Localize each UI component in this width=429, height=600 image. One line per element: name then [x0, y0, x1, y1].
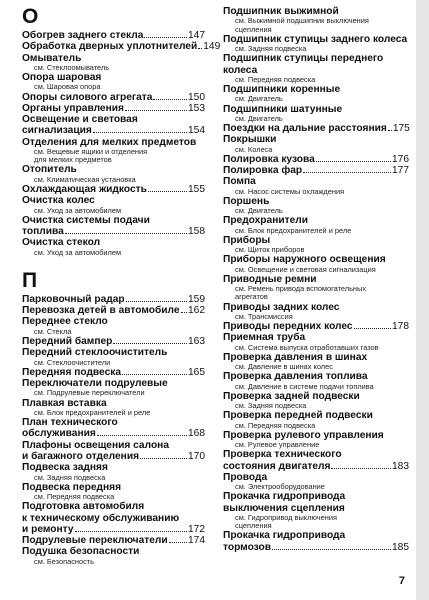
index-entry-title: Обогрев заднего стекла: [22, 30, 144, 41]
dot-leader: [198, 48, 202, 49]
index-entry-page: 163: [188, 335, 205, 347]
index-entry: [22, 535, 205, 546]
index-entry-title: Проверка давления в шинах: [223, 351, 368, 363]
index-see-reference: см. Гидропривод выключения: [235, 513, 337, 523]
index-see-reference: см. Система выпуска отработавших газов: [235, 342, 379, 352]
index-entry-title: Приводы передних колес: [223, 321, 353, 333]
index-entry: [22, 215, 205, 226]
index-entry-page: 162: [188, 305, 205, 317]
index-entry-title: Перевозка детей в автомобиле: [22, 305, 180, 317]
index-see-reference: см. Уход за автомобилем: [34, 205, 122, 215]
index-entry-page: 170: [188, 450, 205, 462]
index-entry-title: Полировка фар: [223, 165, 303, 177]
index-entry-title: Подушка безопасности: [22, 546, 140, 558]
index-see-reference: для мелких предметов: [34, 155, 112, 165]
index-see-reference: см. Подрулевые переключатели: [34, 388, 145, 398]
index-entry-page: 147: [188, 30, 205, 41]
index-entry: [22, 513, 205, 524]
index-entry: [223, 332, 409, 343]
index-entry: [223, 542, 409, 553]
index-entry-title: Приборы: [223, 234, 271, 246]
dot-leader: [148, 191, 187, 192]
index-entry-title: Подшипник выжимной: [223, 6, 339, 17]
index-entry-title: Подготовка автомобиля: [22, 501, 145, 513]
index-entry-page: 172: [188, 523, 205, 535]
dot-leader: [354, 328, 391, 329]
index-entry: [22, 195, 205, 206]
index-entry-title: Проверка давления топлива: [223, 371, 368, 383]
index-entry-title: Передний стеклоочиститель: [22, 347, 168, 359]
index-entry-page: 158: [188, 226, 205, 238]
index-entry-title: Очистка колес: [22, 195, 95, 207]
index-entry-title: Поездки на дальние расстояния: [223, 123, 387, 134]
index-entry: [223, 176, 409, 187]
index-entry-title: состояния двигателя: [223, 460, 331, 472]
index-see-reference: см. Щиток приборов: [235, 245, 305, 255]
index-entry-title: Отопитель: [22, 164, 77, 176]
index-entry-title: к техническому обслуживанию: [22, 512, 180, 524]
index-entry-title: Парковочный радар: [22, 293, 125, 305]
index-entry-title: План технического: [22, 417, 118, 429]
index-entry: [22, 41, 221, 53]
index-entry-title: обслуживания: [22, 428, 96, 440]
section-letter-o: О: [22, 5, 39, 28]
index-entry: [223, 154, 409, 165]
index-entry-title: Отделения для мелких предметов: [22, 136, 197, 148]
index-entry-title: Плавкая вставка: [22, 397, 107, 409]
index-entry: [22, 428, 205, 439]
index-entry-title: Подшипники шатунные: [223, 103, 343, 115]
index-entry-title: Опоры силового агрегата: [22, 91, 153, 103]
index-see-reference: см. Уход за автомобилем: [34, 247, 122, 257]
index-see-reference: см. Блок предохранителей и реле: [235, 225, 352, 235]
index-entry-title: Органы управления: [22, 102, 124, 114]
index-see-reference: сцепления: [235, 521, 272, 531]
index-entry-title: Проверка задней подвески: [223, 390, 360, 402]
dot-leader: [303, 172, 391, 173]
index-entry: [223, 53, 409, 64]
index-entry: [223, 134, 409, 145]
index-see-reference: см. Рулевое управление: [235, 440, 320, 450]
index-entry: [22, 92, 205, 103]
index-entry: [22, 347, 205, 358]
index-see-reference: см. Передняя подвеска: [235, 74, 316, 84]
index-entry-title: Передняя подвеска: [22, 366, 122, 378]
index-entry: [22, 114, 205, 125]
index-entry: [22, 103, 205, 114]
index-see-reference: см. Двигатель: [235, 206, 283, 216]
dot-leader: [75, 531, 187, 532]
index-entry-title: Опора шаровая: [22, 72, 102, 84]
index-see-reference: см. Давление в системе подачи топлива: [235, 381, 374, 391]
index-see-reference: см. Электрооборудование: [235, 482, 325, 492]
index-entry-title: Очистка стекол: [22, 237, 101, 249]
index-entry: [22, 367, 205, 378]
index-entry-title: Приводные ремни: [223, 273, 317, 285]
index-see-reference: см. Блок предохранителей и реле: [34, 407, 151, 417]
index-entry-title: Переключатели подрулевые: [22, 378, 168, 390]
index-entry-title: и багажного отделения: [22, 450, 140, 462]
index-entry: [223, 410, 409, 421]
index-see-reference: см. Давление в шинах колес: [235, 362, 333, 372]
index-see-reference: см. Задняя подвеска: [235, 401, 307, 411]
index-entry-page: 159: [188, 293, 205, 305]
page-number: 7: [398, 575, 405, 587]
index-entry-title: Приемная труба: [223, 332, 306, 344]
dot-leader: [93, 132, 187, 133]
index-entry-page: 150: [188, 91, 205, 103]
index-entry: [223, 321, 409, 332]
index-see-reference: см. Задняя подвеска: [235, 44, 307, 53]
index-list-o: [22, 30, 221, 257]
index-entry-title: Проверка передней подвески: [223, 410, 373, 422]
index-see-reference: см. Двигатель: [235, 94, 283, 104]
index-entry-title: Приборы наружного освещения: [223, 254, 386, 266]
index-entry: [22, 451, 205, 462]
index-entry-title: Охлаждающая жидкость: [22, 183, 147, 195]
index-column-left: [22, 5, 221, 566]
index-entry: [22, 336, 205, 347]
dot-leader: [144, 37, 187, 38]
index-entry-title: тормозов: [223, 541, 271, 553]
index-entry-title: Предохранители: [223, 215, 309, 227]
index-entry-title: Подшипник ступицы переднего: [223, 53, 384, 65]
index-entry: [22, 524, 205, 535]
index-entry-title: выключения сцепления: [223, 502, 345, 514]
index-entry-title: Плафоны освещения салона: [22, 439, 169, 451]
index-entry: [22, 417, 205, 428]
index-see-reference: см. Выжимной подшипник выключения: [235, 16, 369, 26]
index-entry: [22, 125, 205, 136]
index-entry-title: Подвеска задняя: [22, 462, 108, 474]
index-entry: [223, 123, 409, 134]
index-entry-page: 165: [188, 366, 205, 378]
dot-leader: [316, 161, 391, 162]
dot-leader: [331, 468, 391, 469]
index-entry-title: Прокачка гидропривода: [223, 530, 346, 542]
dot-leader: [65, 233, 187, 234]
dot-leader: [169, 542, 187, 543]
index-see-reference: см. Шаровая опора: [34, 82, 101, 92]
index-entry: [223, 371, 409, 382]
index-entry-title: Подвеска передняя: [22, 481, 122, 493]
index-entry-title: Подрулевые переключатели: [22, 535, 168, 547]
dot-leader: [122, 374, 187, 375]
index-entry: [22, 237, 205, 248]
index-entry-title: Омыватель: [22, 52, 82, 64]
dot-leader: [153, 99, 187, 100]
index-entry-title: Переднее стекло: [22, 316, 108, 328]
index-entry: [22, 440, 205, 451]
index-see-reference: см. Насос системы охлаждения: [235, 186, 345, 196]
index-entry: [223, 491, 409, 502]
index-entry-title: Освещение и световая: [22, 114, 138, 126]
index-see-reference: агрегатов: [235, 292, 268, 302]
index-entry-page: 154: [188, 125, 205, 137]
index-entry-title: Проверка рулевого управления: [223, 429, 384, 441]
index-entry: [223, 530, 409, 541]
index-entry-title: Передний бампер: [22, 335, 113, 347]
index-entry-page: 153: [188, 102, 205, 114]
index-entry: [22, 462, 205, 473]
dot-leader: [125, 110, 187, 111]
index-entry-page: 174: [188, 535, 205, 547]
index-entry-title: Покрышки: [223, 134, 277, 146]
dot-leader: [97, 435, 187, 436]
index-entry-title: колеса: [223, 64, 258, 76]
index-list-p-continued: [223, 6, 409, 553]
index-entry: [223, 254, 409, 265]
index-entry-page: 149: [203, 41, 221, 53]
index-see-reference: см. Стеклоочистители: [34, 357, 111, 367]
index-entry: [223, 215, 409, 226]
index-entry-page: 168: [188, 428, 205, 440]
index-entry-title: сигнализация: [22, 125, 92, 137]
index-see-reference: см. Колеса: [235, 144, 273, 154]
index-entry-page: 178: [392, 321, 409, 333]
index-see-reference: см. Передняя подвеска: [34, 492, 115, 502]
dot-leader: [113, 343, 187, 344]
index-entry: [22, 305, 205, 316]
index-entry: [22, 184, 205, 195]
index-see-reference: см. Задняя подвеска: [34, 472, 106, 482]
index-see-reference: см. Трансмиссия: [235, 311, 293, 321]
section-letter-p: П: [22, 268, 38, 292]
index-entry: [22, 30, 205, 41]
index-see-reference: см. Освещение и световая сигнализация: [235, 264, 376, 274]
index-entry-title: Проверка технического: [223, 449, 342, 461]
index-entry-title: Очистка системы подачи: [22, 214, 150, 226]
index-see-reference: см. Передняя подвеска: [235, 420, 316, 430]
index-entry: [223, 449, 409, 460]
index-entry-title: и ремонту: [22, 523, 74, 535]
index-column-right: [223, 6, 409, 553]
index-see-reference: см. Вещевые ящики и отделения: [34, 147, 148, 157]
index-entry: [22, 501, 205, 512]
dot-leader: [272, 549, 391, 550]
index-entry-page: 175: [392, 123, 410, 134]
index-entry-title: Поршень: [223, 195, 270, 207]
index-see-reference: сцепления: [235, 24, 272, 34]
index-entry-title: Помпа: [223, 176, 256, 188]
index-list-p: [22, 294, 205, 566]
index-see-reference: см. Безопасность: [34, 556, 95, 566]
index-entry: [223, 165, 409, 176]
dot-leader: [126, 301, 187, 302]
index-entry: [223, 461, 409, 472]
dot-leader: [140, 458, 187, 459]
index-entry-title: Прокачка гидропривода: [223, 491, 346, 503]
index-entry-title: Приводы задних колес: [223, 301, 340, 313]
index-entry: [22, 226, 205, 237]
page-edge-tab: [416, 0, 429, 600]
index-entry-page: 177: [392, 165, 409, 177]
index-entry-page: 185: [392, 541, 409, 553]
index-entry-title: Подшипники коренные: [223, 84, 341, 95]
index-entry-title: Полировка кузова: [223, 153, 315, 165]
index-entry-title: топлива: [22, 226, 64, 238]
dot-leader: [388, 130, 392, 131]
index-see-reference: см. Стекла: [34, 326, 72, 336]
index-see-reference: см. Двигатель: [235, 113, 283, 123]
index-see-reference: см. Стеклоомыватель: [34, 62, 110, 72]
index-entry-page: 183: [392, 460, 409, 472]
index-see-reference: см. Ремень привода вспомогательных: [235, 284, 367, 294]
index-entry-page: 155: [188, 183, 205, 195]
index-entry-title: Подшипник ступицы заднего колеса: [223, 33, 408, 45]
index-entry: [22, 294, 205, 305]
index-entry-title: Провода: [223, 471, 268, 483]
dot-leader: [181, 312, 187, 313]
index-entry-title: Обработка дверных уплотнителей: [22, 41, 198, 53]
index-entry-page: 176: [392, 153, 409, 165]
index-see-reference: см. Климатическая установка: [34, 174, 136, 184]
